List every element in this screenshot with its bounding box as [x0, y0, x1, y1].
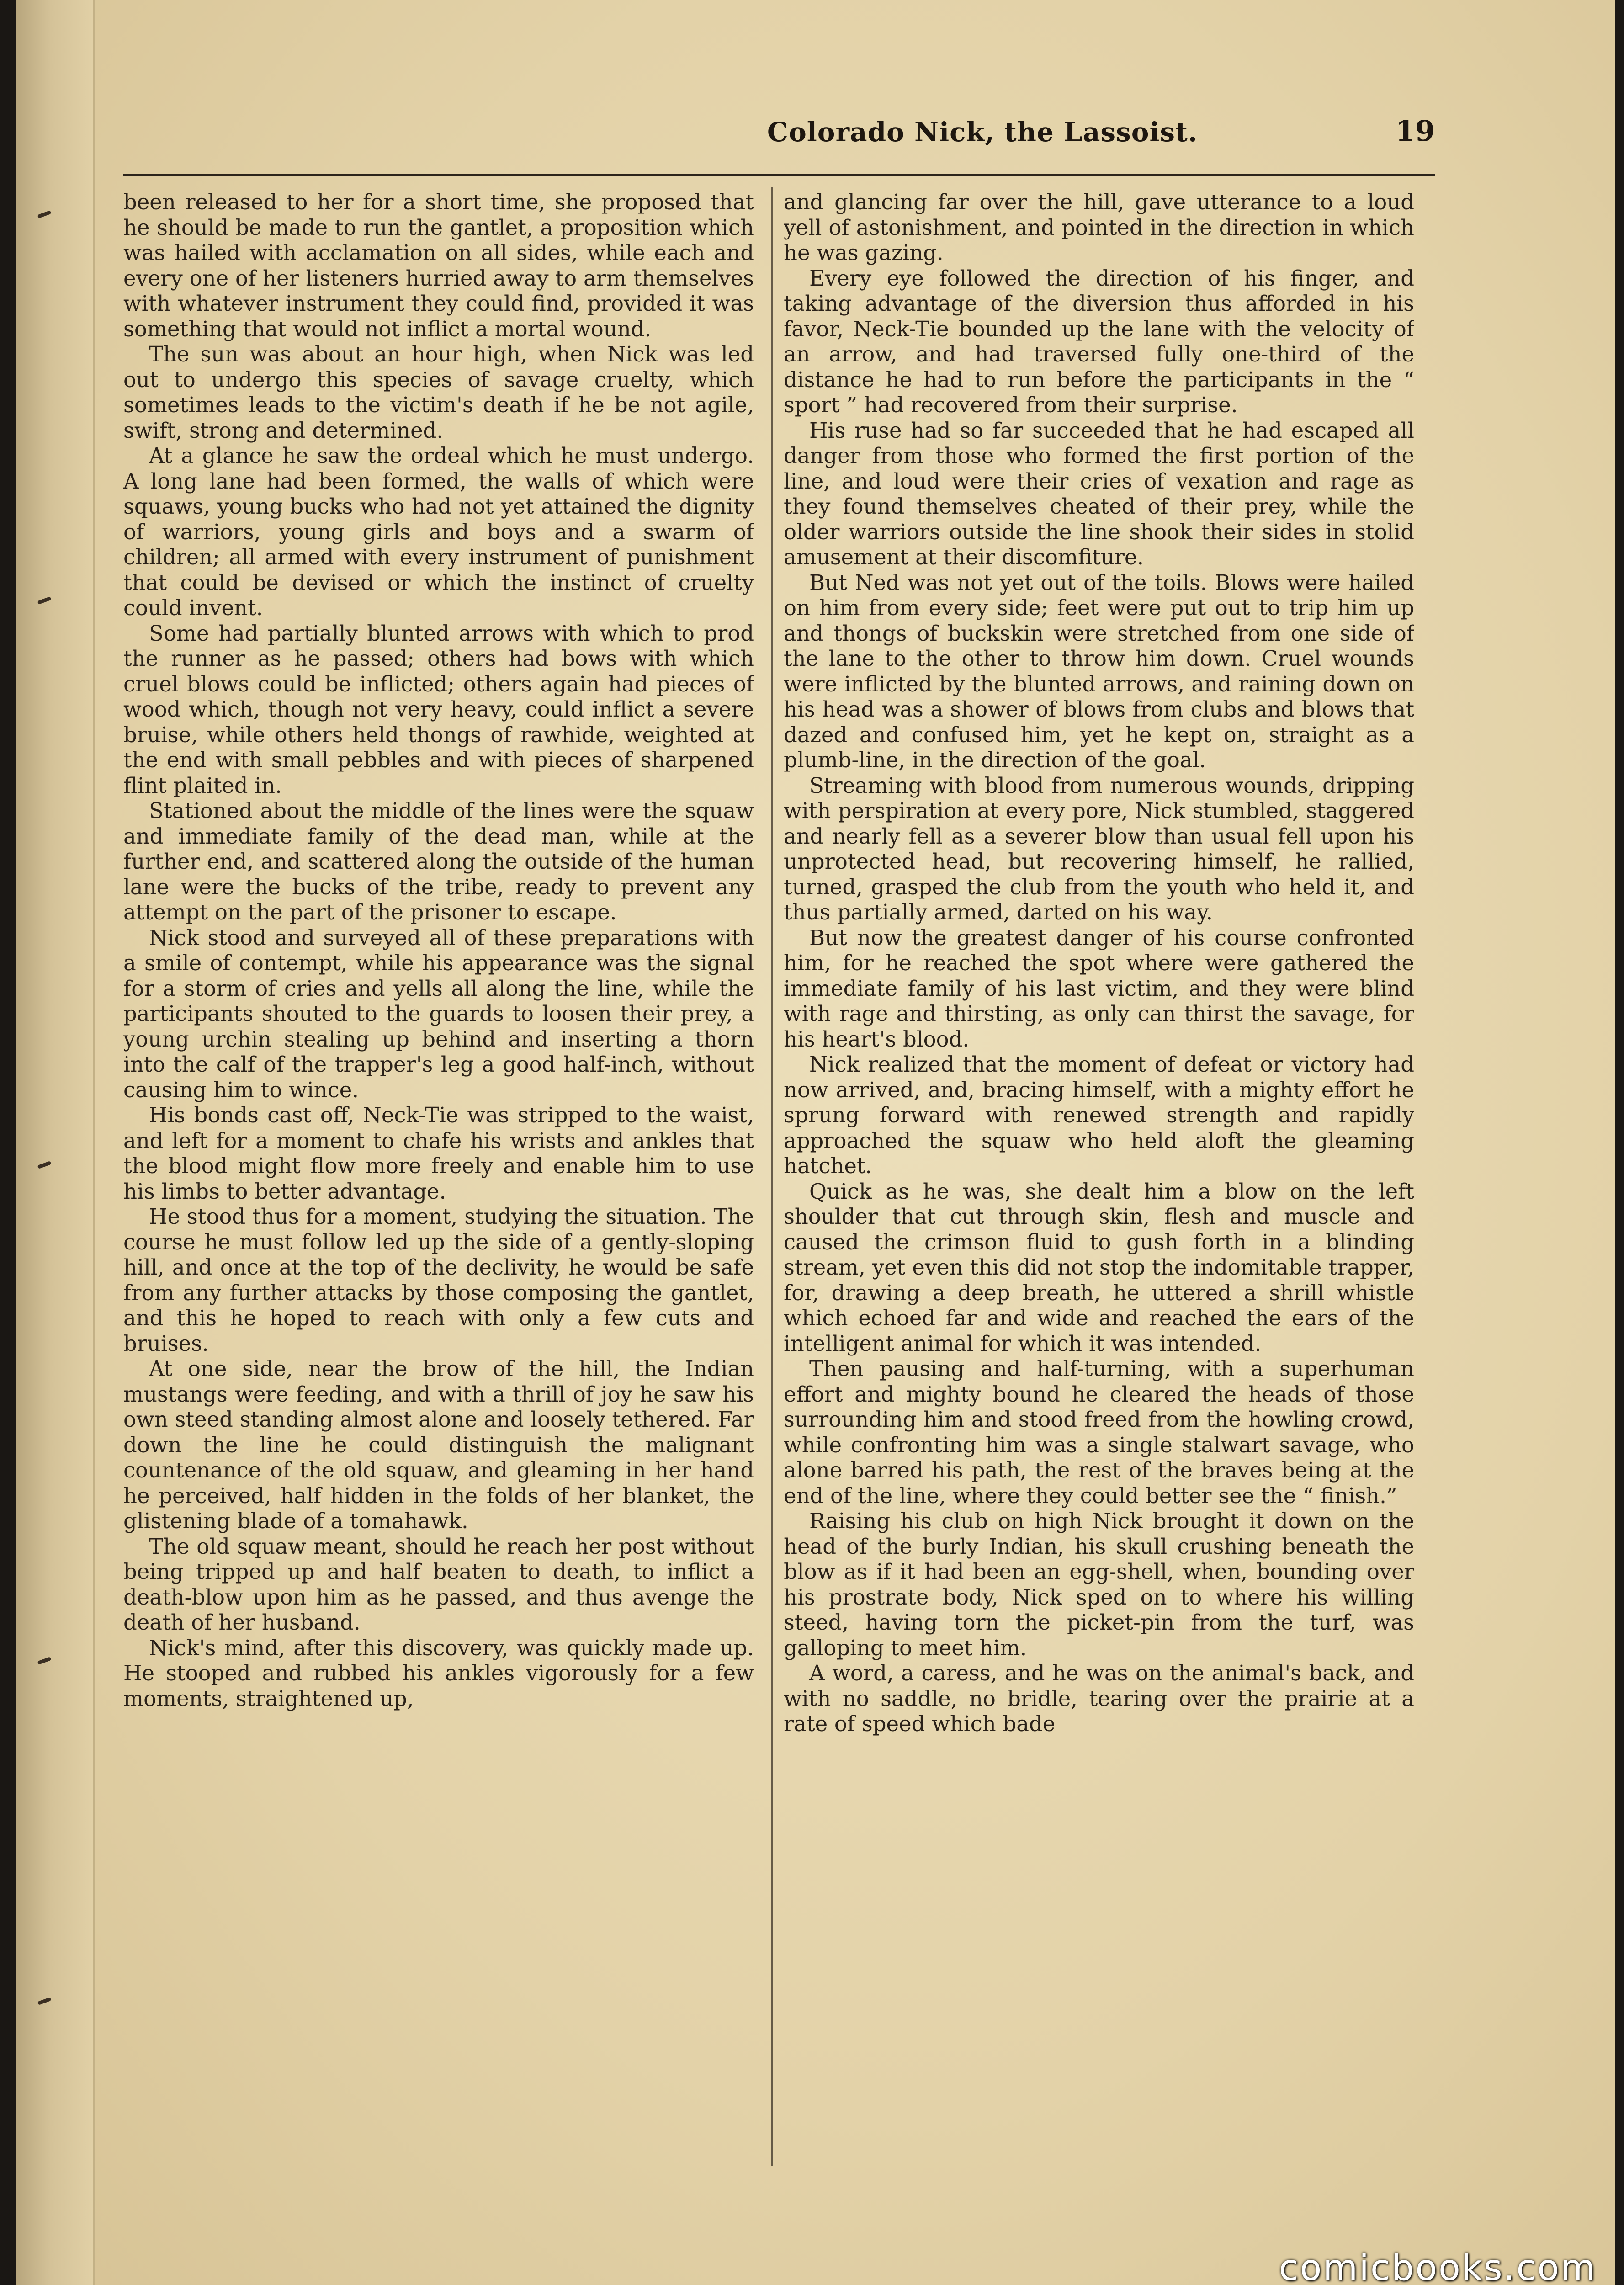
paragraph: Every eye followed the direction of his finger, and taking advantage of the diversion thus afforded in his favor, Neck-Tie bounded up the lane with the velocity of an arrow, and had traversed fully one-third of the distance he had to run before the participants in the “ sport ” had recovered from their surprise.	[784, 266, 1414, 417]
left-column	[123, 190, 754, 2168]
paragraph: He stood thus for a moment, studying the situation. The course he must follow led up the side of a gently-sloping hill, and once at the top of the declivity, he would be safe from any further attacks by those composing the gantlet, and this he hoped to reach with only a few cuts and bruises.	[123, 1204, 754, 1356]
column-divider	[771, 187, 773, 2166]
paragraph: Some had partially blunted arrows with which to prod the runner as he passed; others had bows with which cruel blows could be inflicted; others again had pieces of wood which, though not very heavy, could inflict a severe bruise, while others held thongs of rawhide, weighted at the end with small pebbles and with pieces of sharpened flint plaited in.	[123, 621, 754, 798]
paragraph: Stationed about the middle of the lines were the squaw and immediate family of the dead man, while at the further end, and scattered along the outside of the human lane were the bucks of the tribe, ready to prevent any attempt on the part of the prisoner to escape.	[123, 798, 754, 925]
paragraph: The old squaw meant, should he reach her post without being tripped up and half beaten to death, to inflict a death-blow upon him as he passed, and thus avenge the death of her husband.	[123, 1534, 754, 1635]
paragraph: But Ned was not yet out of the toils. Blows were hailed on him from every side; feet were put out to trip him up and thongs of buckskin were stretched from one side of the lane to the other to throw him down. Cruel wounds were inflicted by the blunted arrows, and raining down on his head was a shower of blows from clubs and blows that dazed and confused him, yet he kept on, straight as a plumb-line, in the direction of the goal.	[784, 570, 1414, 772]
page-number: 19	[1395, 114, 1435, 148]
paragraph: Nick's mind, after this discovery, was quickly made up. He stooped and rubbed his ankles vigorously for a few moments, straightened up,	[123, 1635, 754, 1711]
paragraph: At one side, near the brow of the hill, the Indian mustangs were feeding, and with a thrill of joy he saw his own steed standing almost alone and loosely tethered. Far down the line he could distinguish the malignant countenance of the old squaw, and gleaming in her hand he perceived, half hidden in the folds of her blanket, the glistening blade of a tomahawk.	[123, 1356, 754, 1533]
paragraph: and glancing far over the hill, gave utterance to a loud yell of astonishment, and pointed in the direction in which he was gazing.	[784, 190, 1414, 265]
paragraph: Raising his club on high Nick brought it down on the head of the burly Indian, his skull crushing beneath the blow as if it had been an egg-shell, when, bounding over his prostrate body, Nick sped on to where his willing steed, having torn the picket-pin from the turf, was galloping to meet him.	[784, 1509, 1414, 1660]
binding-gutter	[16, 0, 95, 2285]
running-title: Colorado Nick, the Lassoist.	[767, 117, 1198, 148]
paragraph: A word, a caress, and he was on the animal's back, and with no saddle, no bridle, tearing over the prairie at a rate of speed which bade	[784, 1661, 1414, 1736]
right-column	[784, 190, 1414, 2168]
paragraph: Then pausing and half-turning, with a superhuman effort and mighty bound he cleared the heads of those surrounding him and stood freed from the howling crowd, while confronting him was a single stalwart savage, who alone barred his path, the rest of the braves being at the end of the line, where they could better see the “ finish.”	[784, 1356, 1414, 1508]
paragraph: Nick realized that the moment of defeat or victory had now arrived, and, bracing himself, with a mighty effort he sprung forward with renewed strength and rapidly approached the squaw who held aloft the gleaming hatchet.	[784, 1052, 1414, 1178]
paragraph: Nick stood and surveyed all of these preparations with a smile of contempt, while his appearance was the signal for a storm of cries and yells all along the line, while the participants shouted to the guards to loosen their prey, a young urchin stealing up behind and inserting a thorn into the calf of the trapper's leg a good half-inch, without causing him to wince.	[123, 925, 754, 1102]
paragraph: But now the greatest danger of his course confronted him, for he reached the spot where were gathered the immediate family of his last victim, and they were blind with rage and thirsting, as only can thirst the savage, for his heart's blood.	[784, 925, 1414, 1052]
paragraph: The sun was about an hour high, when Nick was led out to undergo this species of savage cruelty, which sometimes leads to the victim's death if he be not agile, swift, strong and determined.	[123, 342, 754, 443]
paragraph: His ruse had so far succeeded that he had escaped all danger from those who formed the first portion of the line, and loud were their cries of vexation and rage as they found themselves cheated of their prey, while the older warriors outside the line shook their sides in stolid amusement at their discomfiture.	[784, 418, 1414, 569]
paragraph: His bonds cast off, Neck-Tie was stripped to the waist, and left for a moment to chafe his wrists and ankles that the blood might flow more freely and enable him to use his limbs to better advantage.	[123, 1103, 754, 1204]
paragraph: Streaming with blood from numerous wounds, dripping with perspiration at every pore, Nick stumbled, staggered and nearly fell as a severer blow than usual fell upon his unprotected head, but recovering himself, he rallied, turned, grasped the club from the youth who held it, and thus partially armed, darted on his way.	[784, 773, 1414, 925]
paragraph: been released to her for a short time, she proposed that he should be made to run the gantlet, a proposition which was hailed with acclamation on all sides, while each and every one of her listeners hurried away to arm themselves with whatever instrument they could find, provided it was something that would not inflict a mortal wound.	[123, 190, 754, 341]
paragraph: At a glance he saw the ordeal which he must undergo. A long lane had been formed, the walls of which were squaws, young bucks who had not yet attained the dignity of warriors, young girls and boys and a swarm of children; all armed with every instrument of punishment that could be devised or which the instinct of cruelty could invent.	[123, 443, 754, 620]
paragraph: Quick as he was, she dealt him a blow on the left shoulder that cut through skin, flesh and muscle and caused the crimson fluid to gush forth in a blinding stream, yet even this did not stop the indomitable trapper, for, drawing a deep breath, he uttered a shrill whistle which echoed far and wide and reached the ears of the intelligent animal for which it was intended.	[784, 1179, 1414, 1356]
header-rule	[123, 174, 1435, 176]
watermark-logo: comicbooks.com	[1279, 2248, 1597, 2285]
